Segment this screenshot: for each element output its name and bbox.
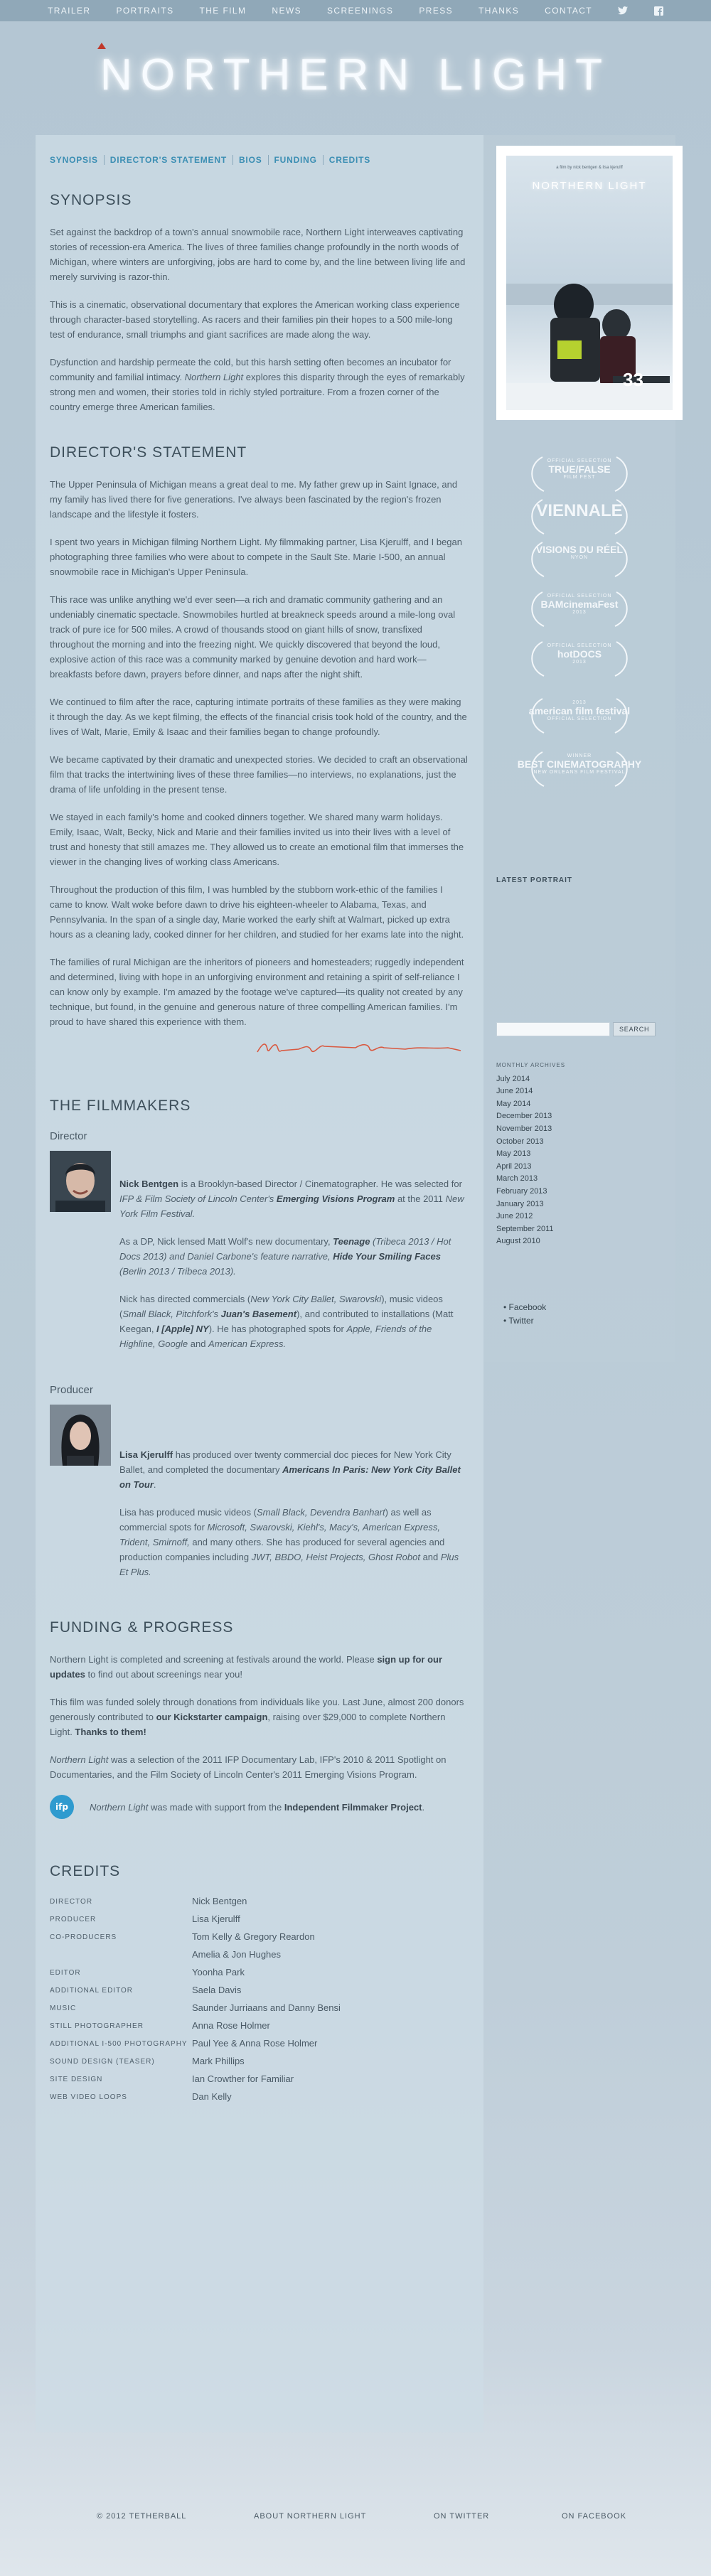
festival-laurel[interactable] [483,594,675,615]
producer-bio-p2: Lisa has produced music videos (Small Black, Devendra Banhart) as well as commercial spots for Microsoft, Swarovski, Kiehl's, Macy's, American Express, Trident, Smirnoff, and many others. She has produced for several agencies and production companies including JWT, BBDO, Heist Projects, Ghost Robot and Plus Et Plus. [119,1507,459,1577]
laurel-line3: NYON [570,555,589,560]
credit-name: Saela Davis [192,1985,242,1995]
director-signature [256,1039,462,1058]
laurel-wreath-icon [523,540,636,579]
laurel-line2: VISIONS DU RÉEL [535,544,624,555]
funding-heading: FUNDING & PROGRESS [50,1619,234,1636]
section-nav-bios[interactable]: BIOS [232,155,268,165]
poster-title: NORTHERN LIGHT [532,180,647,192]
section-nav [50,155,468,165]
director-bio-p3: Nick has directed commercials (New York City Ballet, Swarovski), music videos (Small Black, Pitchfork's Juan's Basement), and contributed to installations (Matt Keegan, I [Apple] NY). He has photographed spots for Apple, Friends of the Highline, Google and American Express. [119,1294,454,1349]
poster-race-number: 33 [623,369,643,390]
section-nav-statement[interactable]: DIRECTOR'S STATEMENT [104,155,232,165]
nav-trailer[interactable]: TRAILER [47,6,91,16]
laurel-line2: VIENNALE [536,501,623,520]
statement-paragraph: We continued to film after the race, capturing intimate portraits of these families as they were making it through the day. As we kept filming, the effects of the financial crisis took hold of the country, and the lives of Walt, Marie, Emily & Isaac and their families began to change profoundly. [50,697,467,737]
archive-month-link[interactable]: September 2011 [496,1224,554,1233]
funding-paragraph: This film was funded solely through donations from individuals like you. Last June, almost 200 donors generously contributed to our Kickstarter campaign, raising over $29,000 to complete Northern Light. Thanks to them! [50,1697,464,1737]
synopsis-heading: SYNOPSIS [50,192,132,208]
synopsis-paragraph: This is a cinematic, observational documentary that explores the American working class experience through character-based storytelling. As racers and their families pin their hopes to a 500 mile-long test of endurance, small triumphs and giant sacrifices are made along the way. [50,299,460,340]
laurel-wreath-icon [523,497,636,537]
synopsis-paragraph: Set against the backdrop of a town's annual snowmobile race, Northern Light interweaves captivating stories of recession-era America. The lives of three families change profoundly in the north woods of Michigan, where winters are unforgiving, jobs are hard to come by, and the line between living life and merely surviving is razor-thin. [50,227,466,282]
statement-paragraph: I spent two years in Michigan filming Northern Light. My filmmaking partner, Lisa Kjerulff, and I began photographing three families who were about to compete in the Sault Ste. Marie I-500, an annual snowmobile race in Michigan's Upper Peninsula. [50,537,462,577]
statement-paragraph: The Upper Peninsula of Michigan means a great deal to me. My father grew up in Saint Ignace, and my family has lived there for five generations. I've always been fascinated by the region's frozen landscape and the lifestyle it fosters. [50,479,458,520]
laurel-line2: american film festival [528,705,631,717]
laurel-wreath-icon [523,749,636,789]
credit-name: Mark Phillips [192,2056,245,2066]
laurel-line3: NEW ORLEANS FILM FESTIVAL [533,770,626,775]
search-button[interactable]: SEARCH [613,1022,656,1036]
credit-name: Dan Kelly [192,2091,232,2102]
funding-paragraph: Northern Light is completed and screening at festivals around the world. Please sign up for our updates to find out about screenings near you! [50,1654,443,1680]
search-form [496,1022,656,1036]
filmmakers-heading: THE FILMMAKERS [50,1098,191,1114]
credit-role [50,1949,192,1960]
laurel-line1: 2013 [572,700,587,705]
producer-photo [50,1405,111,1466]
credit-role: ADDITIONAL I-500 PHOTOGRAPHY [50,2040,188,2048]
credit-role: DIRECTOR [50,1898,93,1906]
director-photo [50,1151,111,1212]
credit-role: WEB VIDEO LOOPS [50,2093,127,2101]
credit-role: SITE DESIGN [50,2076,103,2083]
nav-the-film[interactable]: THE FILM [199,6,247,16]
ifp-support [50,1795,468,1819]
credit-name: Amelia & Jon Hughes [192,1949,282,1960]
top-nav [0,0,711,21]
credit-role: MUSIC [50,2005,77,2012]
laurel-wreath-icon [523,454,636,494]
festival-laurel[interactable] [483,700,675,721]
nav-screenings[interactable]: SCREENINGS [327,6,394,16]
producer-bio [50,1405,468,1592]
archives-heading: MONTHLY ARCHIVES [496,1062,566,1068]
laurel-wreath-icon [523,696,636,736]
producer-bio-p1: Lisa Kjerulff has produced over twenty commercial doc pieces for New York City Ballet, and completed the documentary Americans In Paris: New York City Ballet on Tour. [119,1449,461,1490]
funding-paragraph: Northern Light was a selection of the 2011 IFP Documentary Lab, IFP's 2010 & 2011 Spotlight on Documentaries, and the Film Society of Lincoln Center's 2011 Emerging Visions Program. [50,1754,447,1780]
archive-month-link[interactable]: May 2013 [496,1149,531,1159]
laurel-line3: 2013 [572,610,587,615]
section-nav-credits[interactable]: CREDITS [323,155,376,165]
ifp-link[interactable]: Independent Filmmaker Project [284,1801,422,1813]
signup-link[interactable]: sign up for our updates [50,1654,443,1680]
synopsis-paragraph: Dysfunction and hardship permeate the cold, but this harsh setting often becomes an incubator for community and familial intimacy. Northern Light explores this disparity through the eyes of remarkably strong men and women, their stories told in richly styled portraiture. From a frozen corner of the country emerge three American families. [50,357,465,412]
statement-paragraph: The families of rural Michigan are the inheritors of pioneers and homesteaders; ruggedly independent and determined, living with hope in an unforgiving environment and retaining a spirit of self-reliance I can know only by example. I'm amazed by the footage we've captured—its quality not created by any technique, but found, in the genuine and generous nature of three compelling American families. I'm proud to have shared this experience with them. [50,957,464,1027]
festival-laurel[interactable] [483,643,675,665]
nav-thanks[interactable]: THANKS [479,6,520,16]
latest-portrait-heading: LATEST PORTRAIT [496,876,573,884]
archive-month-link[interactable]: October 2013 [496,1137,544,1146]
credit-name: Tom Kelly & Gregory Reardon [192,1931,315,1942]
credit-name: Nick Bentgen [192,1896,247,1906]
sidebar [483,135,675,1362]
credit-role: CO-PRODUCERS [50,1933,117,1941]
director-bio-p2: As a DP, Nick lensed Matt Wolf's new documentary, Teenage (Tribeca 2013 / Hot Docs 2013) and Daniel Carbone's feature narrative, Hide Your Smiling Faces (Berlin 2013 / Tribeca 2013). [119,1236,451,1277]
twitter-link[interactable]: • Twitter [503,1314,546,1328]
laurel-line1: OFFICIAL SELECTION [547,594,612,599]
section-nav-synopsis[interactable]: SYNOPSIS [50,155,98,165]
credit-name: Paul Yee & Anna Rose Holmer [192,2038,318,2049]
credit-name: Lisa Kjerulff [192,1914,240,1924]
director-role: Director [50,1130,87,1142]
nav-portraits[interactable]: PORTRAITS [116,6,174,16]
producer-name: Lisa Kjerulff [119,1449,173,1460]
archive-month-link[interactable]: February 2013 [496,1186,547,1196]
statement-paragraph: This race was unlike anything we'd ever seen—a rich and dramatic community gathering and an undeniably cinematic spectacle. Snowmobiles hurtled at breakneck speeds around a mile-long oval track of pure ice for 500 miles. A crowd of thousands stood on giant hills of snow, transfixed throughout the morning and into the freezing night. We quickly discovered that beyond the loud, explosive action of this race was a community marked by genuine devotion and hard work—breakfasts before dawn, prayers before dinner, and naps after the night shift. [50,594,456,680]
archive-month-link[interactable]: November 2013 [496,1124,552,1133]
site-title-accent [97,43,106,49]
credit-role: PRODUCER [50,1916,97,1923]
laurel-line1: WINNER [567,753,592,758]
laurel-line3: FILM FEST [563,475,596,480]
footer-twitter-link[interactable]: ON TWITTER [434,2512,490,2521]
archive-month-link[interactable]: July 2014 [496,1074,530,1083]
archive-month-link[interactable]: June 2012 [496,1212,533,1221]
archive-month-link[interactable]: March 2013 [496,1174,538,1184]
laurel-line2: BAMcinemaFest [540,599,619,610]
footer-copyright: © 2012 TETHERBALL [97,2512,187,2521]
facebook-link[interactable]: • Facebook [503,1301,546,1314]
laurel-line2: hotDOCS [557,648,602,660]
nav-news[interactable]: NEWS [272,6,301,16]
festival-laurel[interactable] [483,458,675,480]
archive-month-link[interactable]: June 2014 [496,1087,533,1096]
laurel-line2: TRUE/FALSE [548,463,611,475]
search-input[interactable] [496,1022,610,1036]
laurel-line1: OFFICIAL SELECTION [547,458,612,463]
archive-month-link[interactable]: January 2013 [496,1199,544,1208]
credit-role: EDITOR [50,1969,81,1977]
director-name: Nick Bentgen [119,1179,179,1189]
laurel-wreath-icon [523,639,636,679]
credit-role: STILL PHOTOGRAPHER [50,2022,144,2030]
archive-month-link[interactable]: December 2013 [496,1112,552,1121]
poster-tagline: a film by nick bentgen & lisa kjerulff [556,166,623,170]
statement-paragraph: We became captivated by their dramatic and unexpected stories. We decided to craft an observational film that tracks the intertwining lives of these three families—no interviews, no explanations, just the drama of life unfolding in the present tense. [50,754,468,795]
director-bio [50,1151,468,1364]
kickstarter-link[interactable]: our Kickstarter campaign [156,1712,268,1722]
archive-month-link[interactable]: April 2013 [496,1161,532,1171]
archive-month-link[interactable]: May 2014 [496,1099,531,1108]
laurel-line1: OFFICIAL SELECTION [547,643,612,648]
credit-name: Anna Rose Holmer [192,2020,270,2031]
nav-press[interactable]: PRESS [419,6,454,16]
footer-facebook-link[interactable]: ON FACEBOOK [562,2512,627,2521]
monthly-archives [496,1059,565,1248]
archive-month-link[interactable]: August 2010 [496,1237,540,1246]
ifp-support-text: Northern Light was made with support from the Independent Filmmaker Project. [90,1801,425,1813]
credit-name: Yoonha Park [192,1967,245,1977]
festival-laurel[interactable] [483,544,675,560]
twitter-icon[interactable] [618,6,628,16]
credits-heading: CREDITS [50,1863,121,1879]
laurel-line3: 2013 [572,660,587,665]
social-links [503,1301,546,1328]
statement-heading: DIRECTOR'S STATEMENT [50,444,247,461]
poster-image [506,241,673,410]
festival-laurel[interactable] [483,501,675,521]
festival-laurel[interactable] [483,753,675,775]
credit-role: SOUND DESIGN (TEASER) [50,2058,155,2066]
section-nav-funding[interactable]: FUNDING [268,155,323,165]
producer-role: Producer [50,1384,93,1396]
laurel-line2: BEST CINEMATOGRAPHY [517,758,642,770]
main-content [36,135,483,2432]
footer-about-link[interactable]: ABOUT NORTHERN LIGHT [254,2512,367,2521]
statement-paragraph: Throughout the production of this film, I was humbled by the stubborn work-ethic of the families I came to know. Walt woke before dawn to drive his eighteen-wheeler to Alabama, Texas, and Pennsylvania. In the span of a single day, Marie worked the early shift at Walmart, picked up extra hours as a cleaning lady, cooked dinner for her children, and studied for her exams late into the night. [50,884,464,940]
ifp-logo-icon[interactable]: ifp [50,1795,74,1819]
site-title[interactable]: NORTHERN LIGHT [100,50,611,100]
laurel-wreath-icon [523,589,636,629]
facebook-icon[interactable] [653,6,663,16]
laurel-line3: OFFICIAL SELECTION [547,717,612,721]
director-bio-p1: Nick Bentgen is a Brooklyn-based Director / Cinematographer. He was selected for IFP & Film Society of Lincoln Center's Emerging Visions Program at the 2011 New York Film Festival. [119,1179,464,1219]
credit-name: Saunder Jurriaans and Danny Bensi [192,2002,341,2013]
credit-role: ADDITIONAL EDITOR [50,1987,134,1995]
credits-list [50,1896,468,2102]
credit-name: Ian Crowther for Familiar [192,2073,294,2084]
statement-paragraph: We stayed in each family's home and cooked dinners together. We shared many warm holidays. Emily, Isaac, Walt, Becky, Nick and Marie and their families invited us into their lives with a level of trust and honesty that still amazes me. They allowed us to create an emotional film that immerses the viewer in the changing lives of working class Americans. [50,812,464,867]
nav-contact[interactable]: CONTACT [545,6,593,16]
film-poster[interactable] [496,146,683,420]
